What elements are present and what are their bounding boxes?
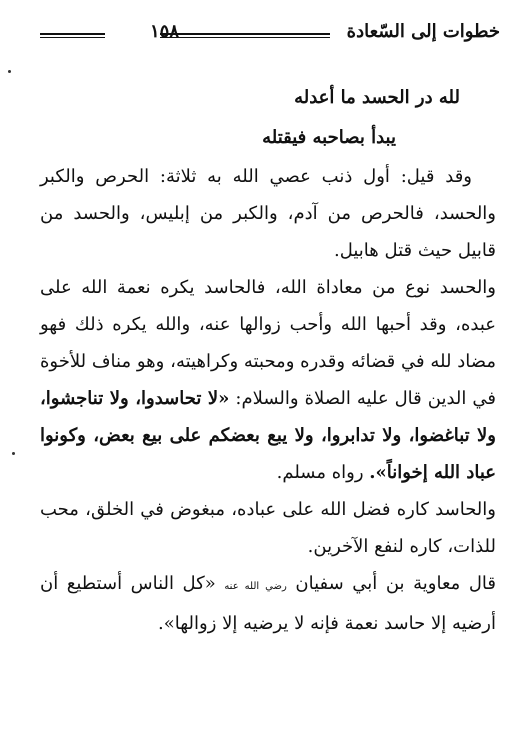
verse-line-2: يبدأ بصاحبه فيقتله	[262, 127, 396, 148]
muawiya-quote: «كل الناس أستطيع أن أرضيه إلا حاسد نعمة فإنه لا يرضيه إلا زوالها».	[40, 573, 496, 634]
verse-line-1: لله در الحسد ما أعدله	[294, 87, 460, 108]
hadith-source: رواه مسلم.	[276, 462, 370, 483]
honorific-phrase: رضي الله عنه	[224, 581, 287, 592]
header-rule-right	[160, 33, 330, 38]
paragraph-envier-traits: والحاسد كاره فضل الله على عباده، مبغوض في الخلق، محب للذات، كاره لنفع الآخرين.	[40, 499, 496, 557]
header-rule-left	[40, 33, 105, 38]
page-header	[38, 18, 500, 46]
running-title: خطوات إلى السّعادة	[346, 21, 500, 42]
scan-speck	[8, 70, 11, 73]
scan-speck	[12, 452, 15, 455]
page-number: ١٥٨	[150, 21, 180, 42]
paragraph-first-sins: وقد قيل: أول ذنب عصي الله به ثلاثة: الحرص والكبر والحسد، فالحرص من آدم، والكبر من إبليس، والحسد من قابيل حيث قتل هابيل.	[40, 166, 496, 261]
paragraph-envy-text: والحسد نوع من معاداة الله، فالحاسد يكره نعمة الله على عبده، وقد أحبها الله وأحب زوالها عنه، والله يكره ذلك فهو مضاد لله في قضائه وقدره ومحبته وكراهيته، وهو مناف للأخوة في الدين قال عليه الصلاة والسلام:	[40, 277, 496, 409]
paragraph-muawiya-quote	[40, 565, 496, 642]
muawiya-lead: قال معاوية بن أبي سفيان	[295, 573, 496, 594]
paragraph-envy-enmity	[40, 269, 496, 491]
page-body	[40, 78, 496, 642]
hadith-quote: «لا تحاسدوا، ولا تناجشوا، ولا تباغضوا، ولا تدابروا، ولا يبع بعضكم على بيع بعض، وكونوا عباد الله إخواناً».	[40, 388, 496, 483]
